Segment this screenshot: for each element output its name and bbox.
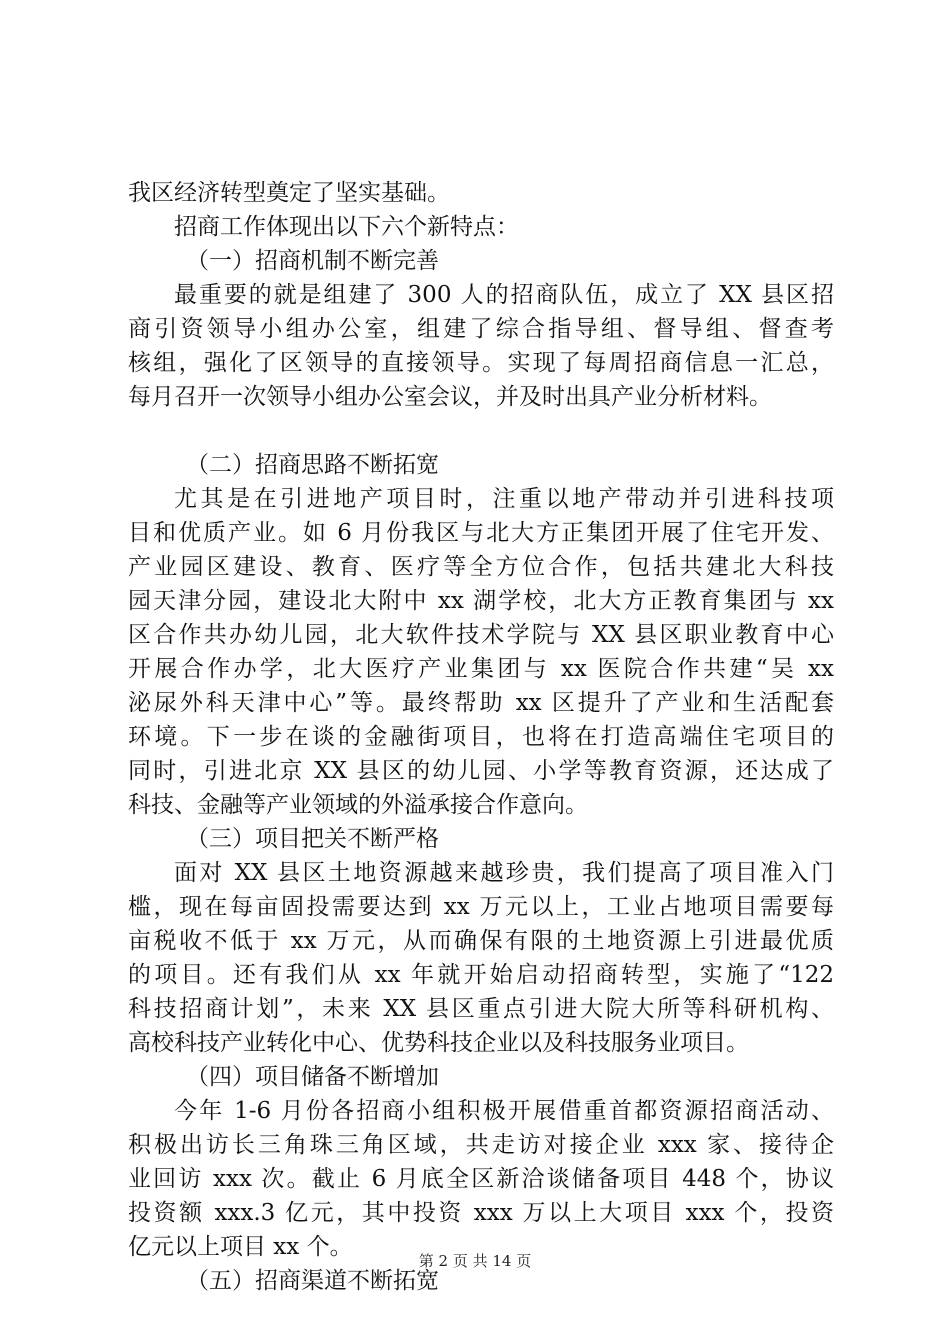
section-heading-line: （一）招商机制不断完善 (186, 248, 439, 274)
text-line: 环境。下一步在谈的金融街项目，也将在打造高端住宅项目的 (128, 724, 834, 750)
text-line: 商引资领导小组办公室，组建了综合指导组、督导组、督查考 (128, 316, 834, 342)
text-line: 今年 1-6 月份各招商小组积极开展借重首都资源招商活动、 (174, 1098, 834, 1124)
text-line: 核组，强化了区领导的直接领导。实现了每周招商信息一汇总， (128, 350, 834, 376)
text-line: 泌尿外科天津中心”等。最终帮助 xx 区提升了产业和生活配套 (128, 690, 834, 716)
text-line: 积极出访长三角珠三角区域，共走访对接企业 xxx 家、接待企 (128, 1132, 834, 1158)
text-line: 招商工作体现出以下六个新特点： (174, 214, 519, 240)
text-line: 投资额 xxx.3 亿元，其中投资 xxx 万以上大项目 xxx 个，投资 (128, 1200, 834, 1226)
text-line: 槛，现在每亩固投需要达到 xx 万元以上，工业占地项目需要每 (128, 894, 834, 920)
section-heading-line: （三）项目把关不断严格 (186, 826, 439, 852)
text-line: 目和优质产业。如 6 月份我区与北大方正集团开展了住宅开发、 (128, 520, 834, 546)
document-body (128, 176, 834, 1298)
text-line: 产业园区建设、教育、医疗等全方位合作，包括共建北大科技 (128, 554, 834, 580)
text-line: 最重要的就是组建了 300 人的招商队伍，成立了 XX 县区招 (174, 282, 834, 308)
text-line: 每月召开一次领导小组办公室会议，并及时出具产业分析材料。 (128, 384, 772, 410)
text-line: 亿元以上项目 xx 个。 (128, 1234, 353, 1260)
page-footer: 第 2 页 共 14 页 (418, 1252, 532, 1270)
section-heading-line: （四）项目储备不断增加 (186, 1064, 439, 1090)
text-line: 面对 XX 县区土地资源越来越珍贵，我们提高了项目准入门 (174, 860, 834, 886)
paragraph-gap (128, 414, 834, 448)
text-line: 区合作共办幼儿园，北大软件技术学院与 XX 县区职业教育中心 (128, 622, 834, 648)
text-line: 高校科技产业转化中心、优势科技企业以及科技服务业项目。 (128, 1030, 749, 1056)
text-line: 尤其是在引进地产项目时，注重以地产带动并引进科技项 (174, 486, 834, 512)
text-line: 同时，引进北京 XX 县区的幼儿园、小学等教育资源，还达成了 (128, 758, 834, 784)
text-line: 我区经济转型奠定了坚实基础。 (128, 180, 450, 206)
section-heading-line: （五）招商渠道不断拓宽 (186, 1268, 439, 1294)
text-line: 开展合作办学，北大医疗产业集团与 xx 医院合作共建“吴 xx (128, 656, 834, 682)
text-line: 业回访 xxx 次。截止 6 月底全区新洽谈储备项目 448 个，协议 (128, 1166, 834, 1192)
text-line: 亩税收不低于 xx 万元，从而确保有限的土地资源上引进最优质 (128, 928, 834, 954)
text-line: 园天津分园，建设北大附中 xx 湖学校，北大方正教育集团与 xx (128, 588, 834, 614)
text-line: 科技招商计划”，未来 XX 县区重点引进大院大所等科研机构、 (128, 996, 834, 1022)
text-line: 科技、金融等产业领域的外溢承接合作意向。 (128, 792, 588, 818)
section-heading-line: （二）招商思路不断拓宽 (186, 452, 439, 478)
text-line: 的项目。还有我们从 xx 年就开始启动招商转型，实施了“122 (128, 962, 834, 988)
